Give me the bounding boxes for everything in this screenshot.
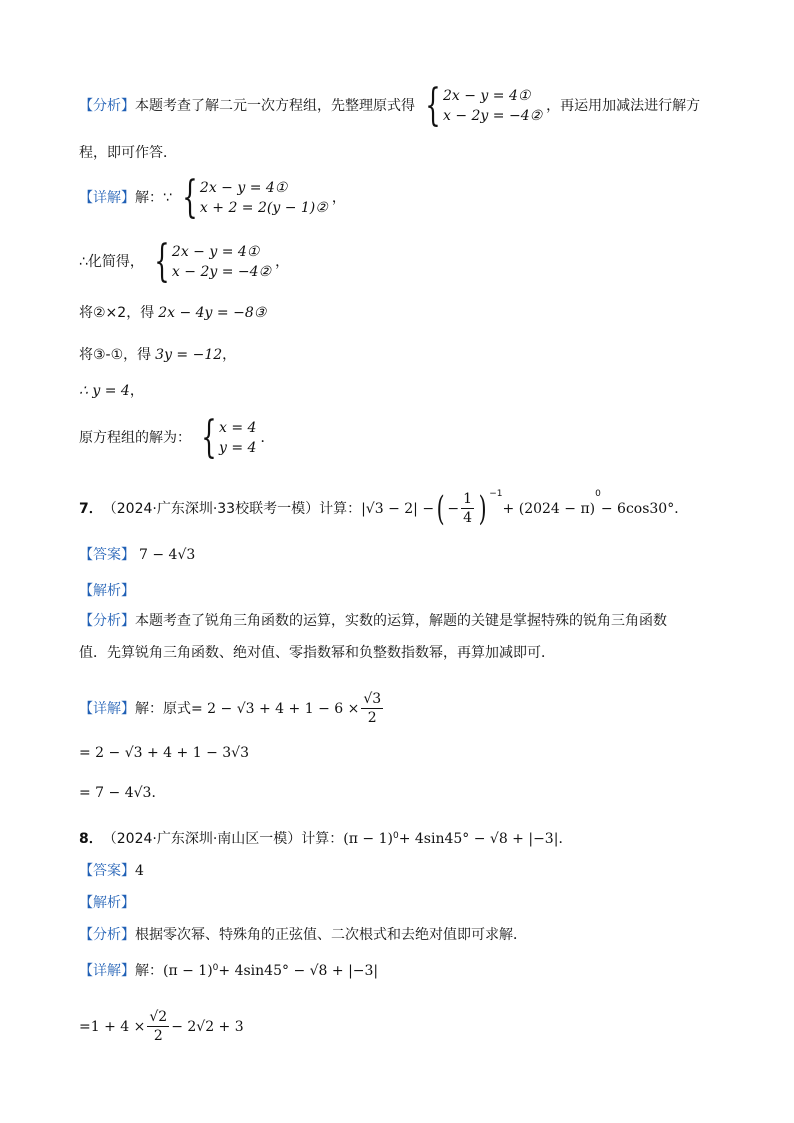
jiexi-line: 【解析】	[79, 895, 135, 911]
analysis-tag: 【分析】	[79, 98, 135, 114]
step-line: 将③-①，得 3y = −12 ，	[79, 347, 237, 363]
detail-line-6: 【详解】 解：∵ { 2x − y = 4① x + 2 = 2(y − 1)② ，	[79, 172, 346, 223]
detail-line-7: 【详解】 解：原式 = 2 − √3 + 4 + 1 − 6 × $\frac{√3}{2}$	[79, 691, 382, 726]
detail-tag: 【详解】	[79, 190, 135, 206]
analysis-line-7: 【分析】 本题考查了锐角三角函数的运算，实数的运算，解题的关键是掌握特殊的锐角三角函数	[79, 613, 667, 629]
question-7: 7． （2024·广东深圳·33校联考一模）计算： |√3 − 2| − ( − $\frac{1}{4}$ ) $^{-1}$ + (2024 − π) 0 − 6cos30° ．	[79, 488, 689, 529]
analysis-text: 本题考查了解二元一次方程组，先整理原式得	[135, 98, 415, 114]
analysis-line-7b: 值．先算锐角三角函数、绝对值、零指数幂和负整数指数幂，再算加减即可．	[79, 645, 555, 661]
calc-line: = 7 − 4√3 ．	[79, 785, 166, 801]
answer-line: 【答案】 4	[79, 863, 144, 879]
equation-system: { 2x − y = 4① x + 2 = 2(y − 1)②	[182, 172, 328, 223]
calc-line: =1 + 4 × $\frac{√2}{2}$ − 2√2 + 3	[79, 1009, 244, 1044]
simplify-line: ∴化简得， { 2x − y = 4① x − 2y = −4② ，	[79, 236, 290, 287]
answer-line: 【答案】 7 − 4√3	[79, 547, 196, 563]
equation-system: { 2x − y = 4① x − 2y = −4②	[154, 236, 272, 287]
analysis-line-6	[79, 80, 701, 131]
equation-system: { 2x − y = 4① x − 2y = −4②	[425, 80, 543, 131]
analysis-text: ，再运用加减法进行解方	[546, 98, 701, 114]
analysis-line-8: 【分析】 根据零次幂、特殊角的正弦值、二次根式和去绝对值即可求解．	[79, 927, 527, 943]
analysis-line-6b: 程，即可作答．	[79, 145, 177, 161]
step-line: ∴ y = 4 ，	[79, 383, 144, 399]
jiexi-line: 【解析】	[79, 583, 135, 599]
step-line: 将②×2，得 2x − 4y = −8③	[79, 305, 267, 321]
final-line: 原方程组的解为： { x = 4 y = 4 ．	[79, 412, 275, 463]
question-8: 8． （2024·广东深圳·南山区一模）计算： (π − 1) 0 + 4sin45° − √8 + |−3| ．	[79, 831, 573, 847]
detail-line-8: 【详解】 解： (π − 1) 0 + 4sin45° − √8 + |−3|	[79, 963, 379, 979]
equation-system: { x = 4 y = 4	[201, 412, 257, 463]
calc-line: = 2 − √3 + 4 + 1 − 3√3	[79, 745, 249, 761]
